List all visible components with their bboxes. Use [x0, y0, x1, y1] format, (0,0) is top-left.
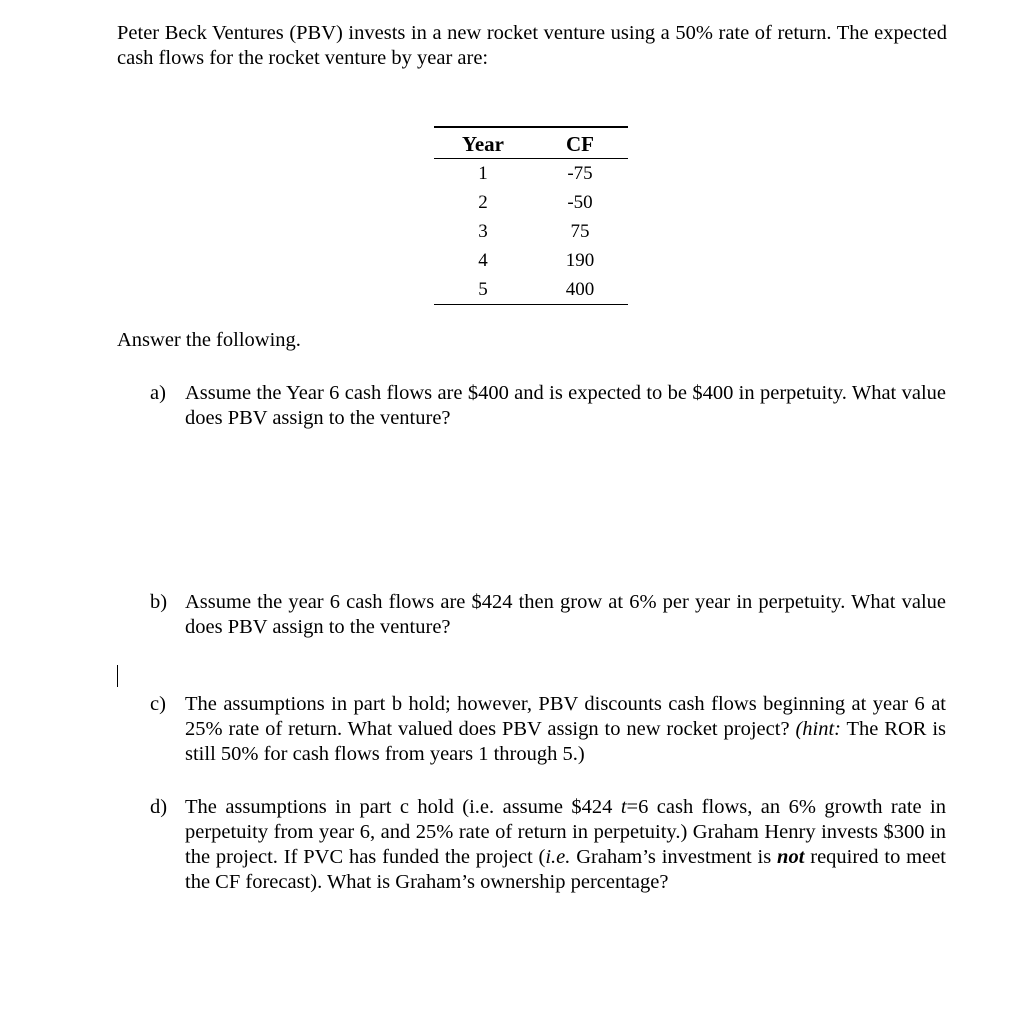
cf-cell: 190 [565, 250, 595, 271]
question-a [150, 381, 946, 431]
year-cell: 3 [478, 221, 488, 242]
table-header-row [434, 127, 628, 159]
question-text [185, 692, 946, 767]
question-text-part: Graham’s investment is [570, 846, 778, 868]
ie-abbreviation: i.e. [545, 846, 571, 868]
question-c [150, 692, 946, 767]
year-cell: 4 [478, 250, 488, 271]
question-text [185, 795, 946, 895]
question-text: Assume the year 6 cash flows are $424 then grow at 6% per year in perpetuity. What value does PBV assign to the venture? [185, 591, 946, 638]
answer-heading: Answer the following. [117, 329, 301, 351]
emphasis-not: not [777, 846, 805, 868]
text-cursor [117, 665, 118, 687]
question-text-part: The ROR is still 50% for cash flows from years 1 through 5.) [185, 718, 946, 765]
question-letter: a) [150, 382, 166, 404]
table-row [434, 275, 628, 305]
table-row [434, 188, 628, 217]
year-cell: 1 [478, 163, 488, 184]
cf-cell: -75 [567, 163, 593, 184]
cash-flow-table [434, 126, 628, 305]
table-row [434, 217, 628, 246]
hint-label: (hint: [795, 718, 841, 740]
table-row [434, 246, 628, 275]
question-text-part: required to meet the CF forecast). What is Graham’s ownership percentage? [185, 846, 946, 893]
question-text-part: The assumptions in part b hold; however, PBV discounts cash flows beginning at year 6 at 25% rate of return. What valued does PBV assign to new rocket project? [185, 693, 946, 740]
question-text-part: =6 cash flows, an 6% growth rate in perpetuity from year 6, and 25% rate of return in perpetuity.) Graham Henry invests $300 in the project. If PVC has funded the project ( [185, 796, 946, 868]
problem-intro: Peter Beck Ventures (PBV) invests in a new rocket venture using a 50% rate of return. The expected cash flows for the rocket venture by year are: [117, 22, 947, 69]
question-letter: c) [150, 693, 166, 715]
table-row [434, 159, 628, 189]
question-text: Assume the Year 6 cash flows are $400 and is expected to be $400 in perpetuity. What value does PBV assign to the venture? [185, 382, 946, 429]
year-column-header: Year [434, 127, 532, 159]
year-cell: 5 [434, 275, 532, 305]
question-text-part: The assumptions in part c hold (i.e. assume $424 [185, 796, 621, 818]
year-cell: 2 [478, 192, 488, 213]
question-d [150, 795, 946, 895]
time-variable: t [620, 796, 627, 818]
question-letter: d) [150, 796, 168, 818]
question-b [150, 590, 946, 640]
cf-cell: -50 [567, 192, 593, 213]
question-letter: b) [150, 591, 168, 613]
cf-cell: 400 [532, 275, 628, 305]
cf-column-header: CF [532, 127, 628, 159]
cf-cell: 75 [570, 221, 590, 242]
